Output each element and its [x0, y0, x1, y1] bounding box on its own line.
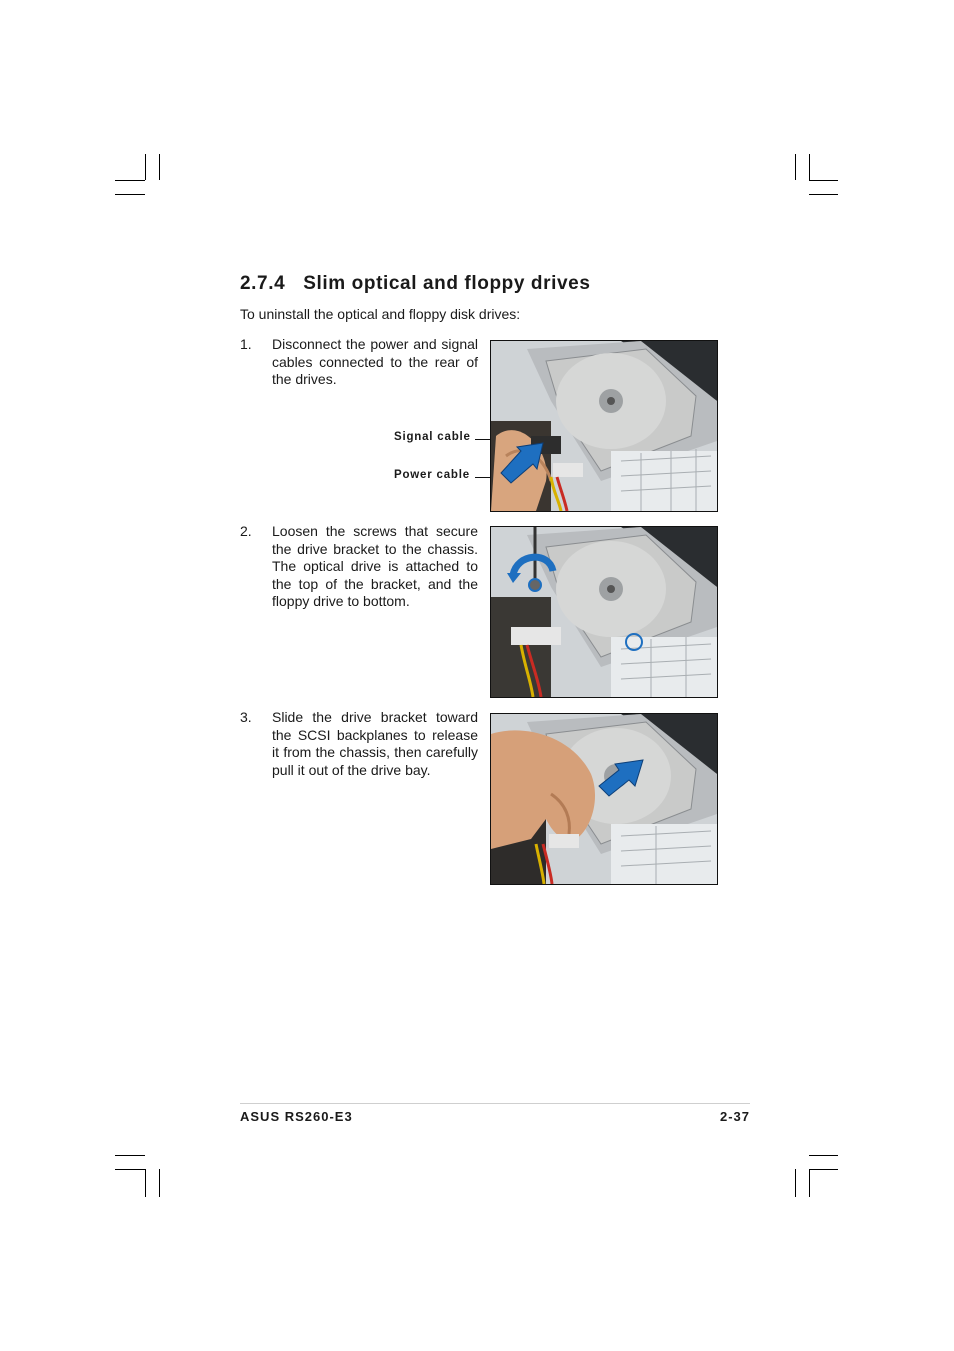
cable-disconnect-photo — [490, 340, 718, 512]
crop-mark — [809, 154, 810, 180]
step-number: 1. — [240, 336, 252, 352]
footer-model: ASUS RS260-E3 — [240, 1109, 353, 1124]
bracket-slide-illustration — [491, 714, 717, 884]
section-heading — [240, 273, 591, 295]
section-title: Slim optical and floppy drives — [303, 273, 591, 294]
section-number: 2.7.4 — [240, 273, 286, 294]
crop-mark — [159, 1169, 160, 1197]
step-number: 2. — [240, 523, 252, 539]
bracket-slide-photo — [490, 713, 718, 885]
crop-mark — [795, 154, 796, 180]
screw-loosen-illustration — [491, 527, 717, 697]
crop-mark — [809, 1169, 838, 1170]
crop-mark — [795, 1169, 796, 1197]
crop-mark — [809, 1155, 838, 1156]
crop-mark — [115, 180, 145, 181]
crop-mark — [809, 180, 838, 181]
step-number: 3. — [240, 709, 252, 725]
crop-mark — [115, 194, 145, 195]
screw-loosen-photo — [490, 526, 718, 698]
crop-mark — [145, 1169, 146, 1197]
footer-page-number: 2-37 — [719, 1109, 750, 1124]
crop-mark — [115, 1155, 145, 1156]
cable-disconnect-illustration — [491, 341, 717, 511]
crop-mark — [809, 1169, 810, 1197]
crop-mark — [159, 154, 160, 180]
intro-text: To uninstall the optical and floppy disk drives: — [240, 306, 521, 322]
step-text: Slide the drive bracket toward the SCSI backplanes to release it from the chassis, then carefully pull it out of the drive bay. — [272, 709, 478, 778]
crop-mark — [145, 154, 146, 180]
step-text: Loosen the screws that secure the drive bracket to the chassis. The optical drive is attached to the top of the bracket, and the floppy drive to bottom. — [272, 523, 478, 609]
crop-mark — [115, 1169, 145, 1170]
signal-cable-label: Signal cable — [394, 431, 471, 443]
footer-rule — [240, 1103, 750, 1104]
crop-mark — [809, 194, 838, 195]
step-text: Disconnect the power and signal cables connected to the rear of the drives. — [272, 336, 478, 387]
power-cable-label: Power cable — [394, 469, 470, 481]
